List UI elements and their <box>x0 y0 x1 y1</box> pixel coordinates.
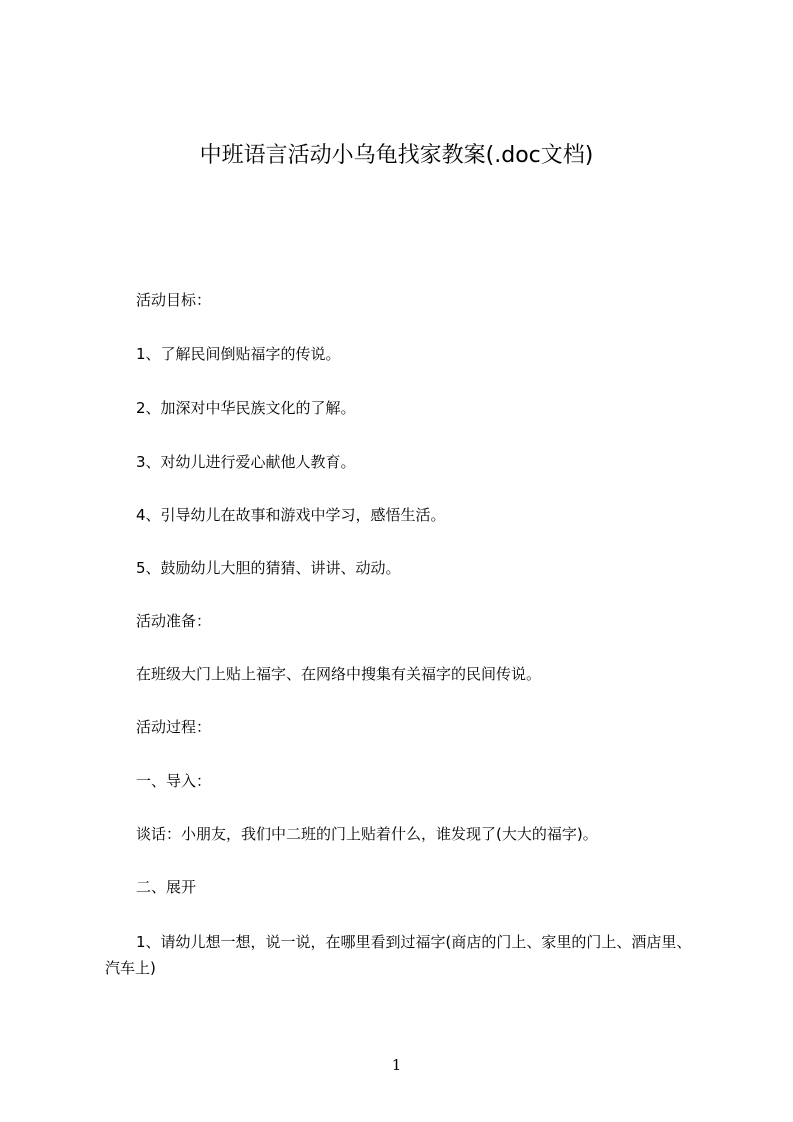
section-heading-goals: 活动目标： <box>136 291 212 309</box>
goal-item-2: 2、加深对中华民族文化的了解。 <box>136 399 356 417</box>
preparation-text: 在班级大门上贴上福字、在网络中搜集有关福字的民间传说。 <box>136 665 542 683</box>
develop-item-1: 1、请幼儿想一想，说一说，在哪里看到过福字(商店的门上、家里的门上、酒店里、汽车上) <box>105 933 692 977</box>
process-step-develop: 二、展开 <box>136 878 197 896</box>
section-heading-preparation: 活动准备： <box>136 612 212 630</box>
intro-dialogue: 谈话：小朋友，我们中二班的门上贴着什么，谁发现了(大大的福字)。 <box>136 825 598 843</box>
goal-item-3: 3、对幼儿进行爱心献他人教育。 <box>136 453 356 471</box>
document-title: 中班语言活动小乌龟找家教案(.doc文档) <box>199 143 594 168</box>
goal-item-5: 5、鼓励幼儿大胆的猜猜、讲讲、动动。 <box>136 559 401 577</box>
goal-item-4: 4、引导幼儿在故事和游戏中学习，感悟生活。 <box>136 506 446 524</box>
process-step-intro: 一、导入： <box>136 772 212 790</box>
page-number: 1 <box>391 1056 402 1074</box>
goal-item-1: 1、了解民间倒贴福字的传说。 <box>136 345 341 363</box>
section-heading-process: 活动过程： <box>136 718 212 736</box>
